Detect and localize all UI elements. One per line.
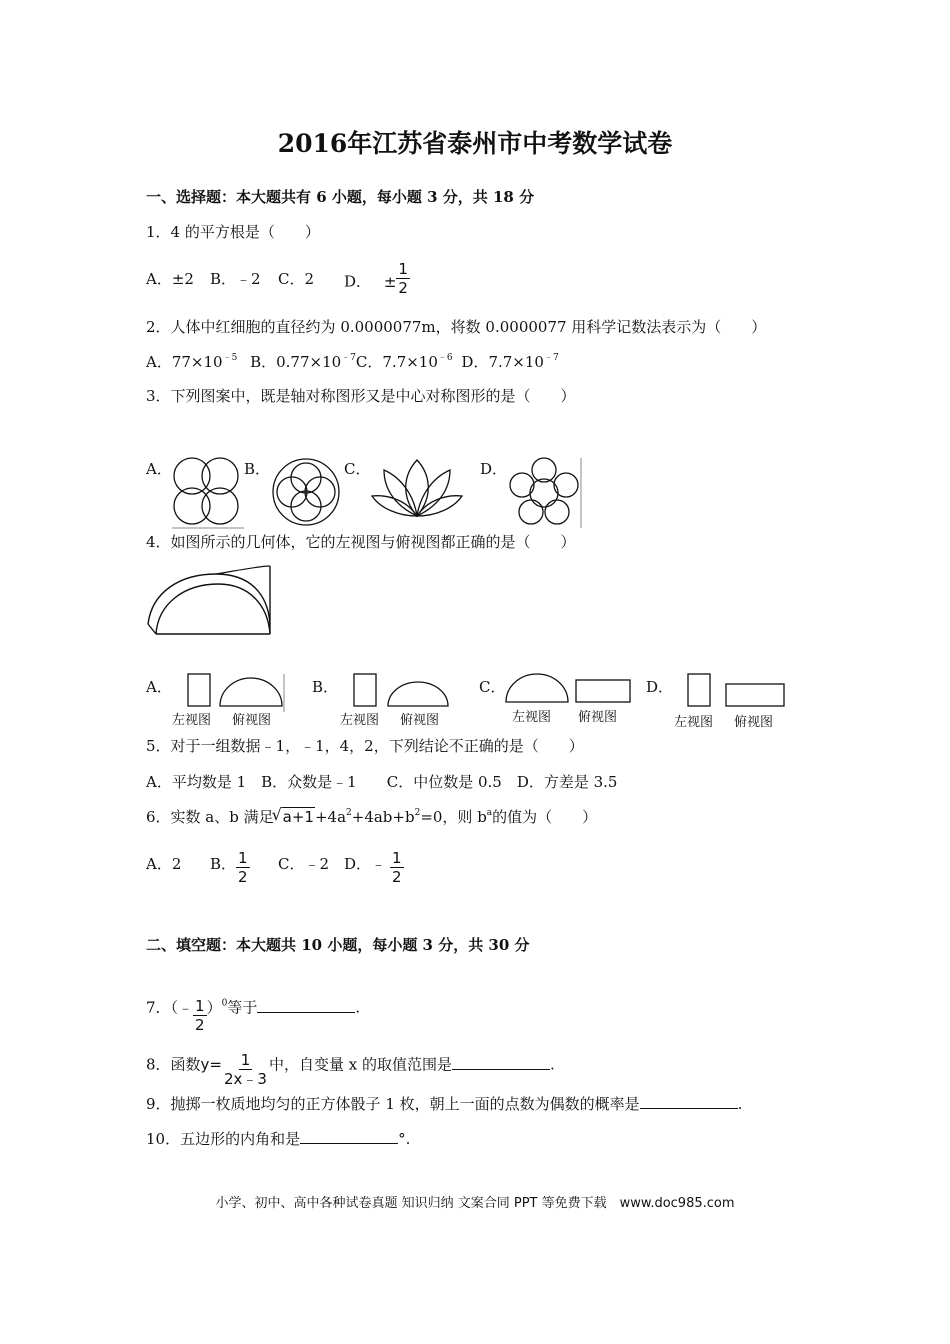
q3-figure-d-flower [505, 456, 583, 530]
q6-option-d-label: D．﹣ [344, 855, 387, 873]
q9-text: 9．抛掷一枚质地均匀的正方体骰子 1 枚，朝上一面的点数为偶数的概率是 [146, 1095, 640, 1113]
q6-option-a: A．2 [146, 855, 182, 873]
fraction-numerator: 1 [240, 1051, 251, 1069]
question-7 [146, 983, 360, 1034]
q6-stem-mid2: +4ab+b [351, 808, 415, 826]
fraction-denominator: 2 [392, 868, 402, 886]
q4-c-top-view-label: 俯视图 [578, 710, 618, 725]
q8-pre: 8．函数 [146, 1055, 201, 1074]
q4-option-a-views [170, 672, 288, 712]
q7-exponent: 0 [221, 998, 228, 1009]
q2-option-c: C．7.7×10 [355, 353, 438, 371]
q2-option-a-exponent: ﹣5 [222, 353, 238, 363]
q6-sup-2b: 2 [414, 808, 421, 818]
q8-answer-blank[interactable] [452, 1053, 550, 1070]
q9-end: . [737, 1095, 743, 1113]
question-5-stem: 5．对于一组数据﹣1，﹣1，4，2，下列结论不正确的是（ ） [146, 737, 584, 755]
q4-option-b-views [338, 672, 454, 712]
q6-option-d-fraction [390, 849, 404, 886]
page-footer: 小学、初中、高中各种试卷真题 知识归纳 文案合同 PPT 等免费下载 www.doc985.com [215, 1196, 735, 1211]
q4-option-b-label: B． [312, 678, 339, 696]
q3-option-b-label: B． [244, 460, 271, 478]
q3-option-d-label: D． [480, 460, 508, 478]
q8-end: . [549, 1055, 555, 1074]
q6-option-b-fraction [236, 849, 250, 886]
q2-option-b: B．0.77×10 [250, 353, 342, 371]
q2-option-a: A．77×10 [146, 353, 223, 371]
fraction-numerator: 1 [195, 997, 205, 1015]
fraction-numerator: 1 [398, 260, 408, 278]
q3-figure-a-four-circles [170, 456, 246, 530]
q7-end: . [355, 998, 361, 1017]
q7-answer-blank[interactable] [257, 996, 355, 1013]
page-title: 2016年江苏省泰州市中考数学试卷 [277, 129, 673, 158]
q7-tail: 等于 [227, 998, 258, 1017]
q10-end: °. [398, 1130, 411, 1148]
q5-options: A．平均数是 1 B．众数是﹣1 C．中位数是 0.5 D．方差是 3.5 [146, 773, 618, 791]
q9-answer-blank[interactable] [640, 1092, 738, 1109]
fraction-numerator: 1 [238, 849, 248, 867]
q2-options [146, 350, 559, 372]
q1-option-d-fraction [396, 260, 410, 297]
question-2-stem: 2．人体中红细胞的直径约为 0.0000077m，将数 0.0000077 用科学记数法表示为（ ） [146, 318, 767, 336]
q1-option-d-label: D． [344, 272, 372, 291]
q6-sqrt-radicand: √ a+1 [282, 807, 315, 826]
fraction-denominator: 2 [195, 1016, 205, 1034]
q8-y: y= [200, 1055, 222, 1074]
q6-stem-end: 的值为（ ） [492, 808, 598, 826]
q4-c-left-view-label: 左视图 [512, 710, 552, 725]
q3-option-a-label: A． [146, 460, 172, 478]
q4-b-top-view-label: 俯视图 [400, 713, 440, 728]
q3-figure-b-interlocked-circles [268, 456, 344, 530]
q4-a-left-view-label: 左视图 [172, 713, 212, 728]
q1-option-d-sign: ± [383, 272, 397, 291]
q4-option-d-views [672, 672, 788, 712]
q4-option-c-label: C． [479, 678, 506, 696]
q4-option-d-label: D． [646, 678, 674, 696]
q4-d-top-view-label: 俯视图 [734, 715, 774, 730]
q7-fraction [193, 997, 207, 1034]
question-8 [146, 1043, 555, 1088]
fraction-numerator: 1 [392, 849, 402, 867]
q6-sup-a: a [486, 808, 493, 818]
q4-option-a-label: A． [146, 678, 172, 696]
q7-post: ） [206, 998, 222, 1017]
question-1-stem: 1．4 的平方根是（ ） [146, 223, 320, 241]
q2-option-d: D．7.7×10 [461, 353, 544, 371]
q8-fraction [222, 1051, 269, 1088]
q8-post: 中，自变量 x 的取值范围是 [268, 1055, 452, 1074]
q1-option-a: A．±2 [146, 270, 194, 288]
q4-b-left-view-label: 左视图 [340, 713, 380, 728]
q2-option-c-exponent: ﹣6 [437, 353, 453, 363]
q6-stem-post: =0，则 b [420, 808, 487, 826]
q1-option-c: C．2 [278, 270, 315, 288]
q6-option-c: C．﹣2 [278, 855, 330, 873]
q4-solid-half-cylinder [144, 562, 274, 636]
q3-figure-c-lotus [370, 456, 464, 520]
q6-option-b-label: B． [210, 855, 237, 873]
question-4-stem: 4．如图所示的几何体，它的左视图与俯视图都正确的是（ ） [146, 533, 576, 551]
question-3-stem: 3．下列图案中，既是轴对称图形又是中心对称图形的是（ ） [146, 387, 576, 405]
section-heading-fill: 二、填空题：本大题共 10 小题，每小题 3 分，共 30 分 [146, 936, 530, 954]
q1-option-d [344, 260, 410, 297]
fraction-denominator: 2 [398, 279, 408, 297]
q2-option-d-exponent: ﹣7 [543, 353, 559, 363]
q4-a-top-view-label: 俯视图 [232, 713, 272, 728]
q4-option-c-views [504, 670, 634, 710]
q4-d-left-view-label: 左视图 [674, 715, 714, 730]
q3-option-c-label: C． [344, 460, 371, 478]
q6-sup-2: 2 [346, 808, 352, 818]
question-9 [146, 1092, 742, 1114]
q7-pre: 7．（﹣ [146, 998, 194, 1017]
question-10 [146, 1127, 410, 1149]
q6-stem-pre: 6．实数 a、b 满足 [146, 808, 274, 826]
q2-option-b-exponent: ﹣7 [341, 353, 356, 363]
q10-text: 10．五边形的内角和是 [146, 1130, 301, 1148]
question-6-stem [146, 806, 597, 827]
section-heading-choice: 一、选择题：本大题共有 6 小题，每小题 3 分，共 18 分 [146, 188, 535, 206]
q6-stem-mid: +4a [314, 808, 347, 826]
q10-answer-blank[interactable] [300, 1127, 398, 1144]
q1-option-b: B．﹣2 [210, 270, 261, 288]
fraction-denominator: 2 [238, 868, 248, 886]
fraction-denominator: 2x﹣3 [224, 1070, 267, 1088]
